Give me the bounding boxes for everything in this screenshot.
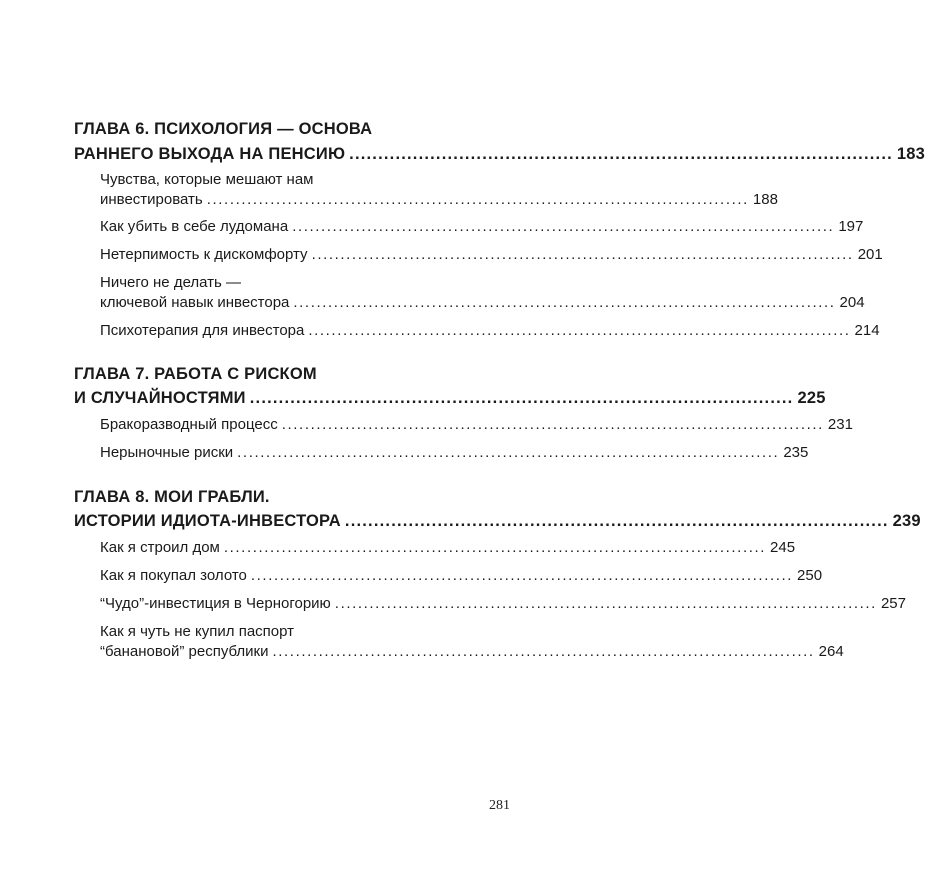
entry-page-number: 188: [752, 191, 778, 208]
entry-page-number: 231: [827, 416, 853, 433]
entry-page-number: 204: [839, 294, 865, 311]
entry-title-text: ключевой навык инвестора: [100, 294, 290, 311]
entry-title-text: Чувства, которые мешают нам: [100, 171, 314, 188]
dot-leader: ..............................................................................................: [237, 444, 780, 461]
entry-page-number: 235: [783, 444, 809, 461]
toc-entry-line: [100, 621, 500, 643]
entry-title-text: Как убить в себе лудомана: [100, 218, 289, 235]
chapter-title-text: ИСТОРИИ ИДИОТА-ИНВЕСТОРА: [74, 512, 341, 530]
entry-page-number: 197: [838, 218, 864, 235]
dot-leader: ..............................................................................................: [272, 643, 815, 660]
entry-title-text: инвестировать: [100, 191, 203, 208]
dot-leader: ..............................................................................................: [223, 539, 767, 556]
chapter-6-title-line-2: [74, 143, 925, 165]
chapter-8-title-line-1: [74, 486, 500, 508]
entry-title-text: “банановой” республики: [100, 643, 269, 660]
dot-leader: ..............................................................................................: [293, 294, 836, 311]
chapter-title-text: ГЛАВА 8. МОИ ГРАБЛИ.: [74, 488, 270, 506]
toc-entry-line: [100, 442, 809, 464]
toc-entry-line: [100, 169, 500, 191]
chapter-6-title-line-1: [74, 118, 500, 140]
entry-title-text: Как я покупал золото: [100, 567, 247, 584]
entry-title-text: Как я строил дом: [100, 539, 220, 556]
chapter-title-text: И СЛУЧАЙНОСТЯМИ: [74, 389, 246, 407]
dot-leader: ..............................................................................................: [250, 567, 794, 584]
entry-page-number: 257: [880, 595, 906, 612]
toc-entry-line: [100, 272, 500, 294]
entry-page-number: 264: [818, 643, 844, 660]
entry-page-number: 245: [770, 539, 796, 556]
toc-entry-line: [100, 320, 880, 342]
entry-title-text: Как я чуть не купил паспорт: [100, 623, 295, 640]
dot-leader: ..............................................................................................: [308, 322, 851, 339]
dot-leader: ..............................................................................................: [344, 512, 889, 530]
toc-entry-line: [100, 292, 865, 314]
entry-page-number: 214: [854, 322, 880, 339]
dot-leader: ..............................................................................................: [292, 218, 835, 235]
entry-title-text: Психотерапия для инвестора: [100, 322, 305, 339]
entry-title-text: Нетерпимость к дискомфорту: [100, 246, 308, 263]
chapter-title-text: ГЛАВА 7. РАБОТА С РИСКОМ: [74, 365, 317, 383]
entry-title-text: Ничего не делать —: [100, 274, 242, 291]
entry-page-number: 201: [857, 246, 883, 263]
entry-page-number: 250: [797, 567, 823, 584]
toc-entry-line: [100, 244, 883, 266]
chapter-7-title-line-2: [74, 387, 826, 409]
entry-title-text: “Чудо”-инвестиция в Черногорию: [100, 595, 331, 612]
dot-leader: ..............................................................................................: [334, 595, 877, 612]
chapter-title-text: РАННЕГО ВЫХОДА НА ПЕНСИЮ: [74, 145, 346, 163]
chapter-title-text: ГЛАВА 6. ПСИХОЛОГИЯ — ОСНОВА: [74, 120, 373, 138]
entry-title-text: Нерыночные риски: [100, 444, 234, 461]
chapter-page-number: 183: [896, 145, 925, 163]
dot-leader: ..............................................................................................: [311, 246, 854, 263]
toc-entry-line: [100, 414, 853, 436]
toc-entry-line: [100, 537, 796, 559]
toc-entry-line: [100, 216, 864, 238]
dot-leader: ..............................................................................................: [249, 389, 794, 407]
chapter-page-number: 225: [797, 389, 826, 407]
toc-entry-line: [100, 641, 844, 663]
toc-entry-line: [100, 565, 823, 587]
dot-leader: ..............................................................................................: [206, 191, 749, 208]
chapter-7-title-line-1: [74, 363, 500, 385]
dot-leader: ..............................................................................................: [349, 145, 893, 163]
toc-entry-line: [100, 593, 906, 615]
chapter-8-title-line-2: [74, 510, 921, 532]
toc-entry-line: [100, 189, 778, 211]
page-number-footer: 281: [489, 798, 510, 813]
chapter-page-number: 239: [892, 512, 921, 530]
dot-leader: ..............................................................................................: [281, 416, 824, 433]
entry-title-text: Бракоразводный процесс: [100, 416, 278, 433]
